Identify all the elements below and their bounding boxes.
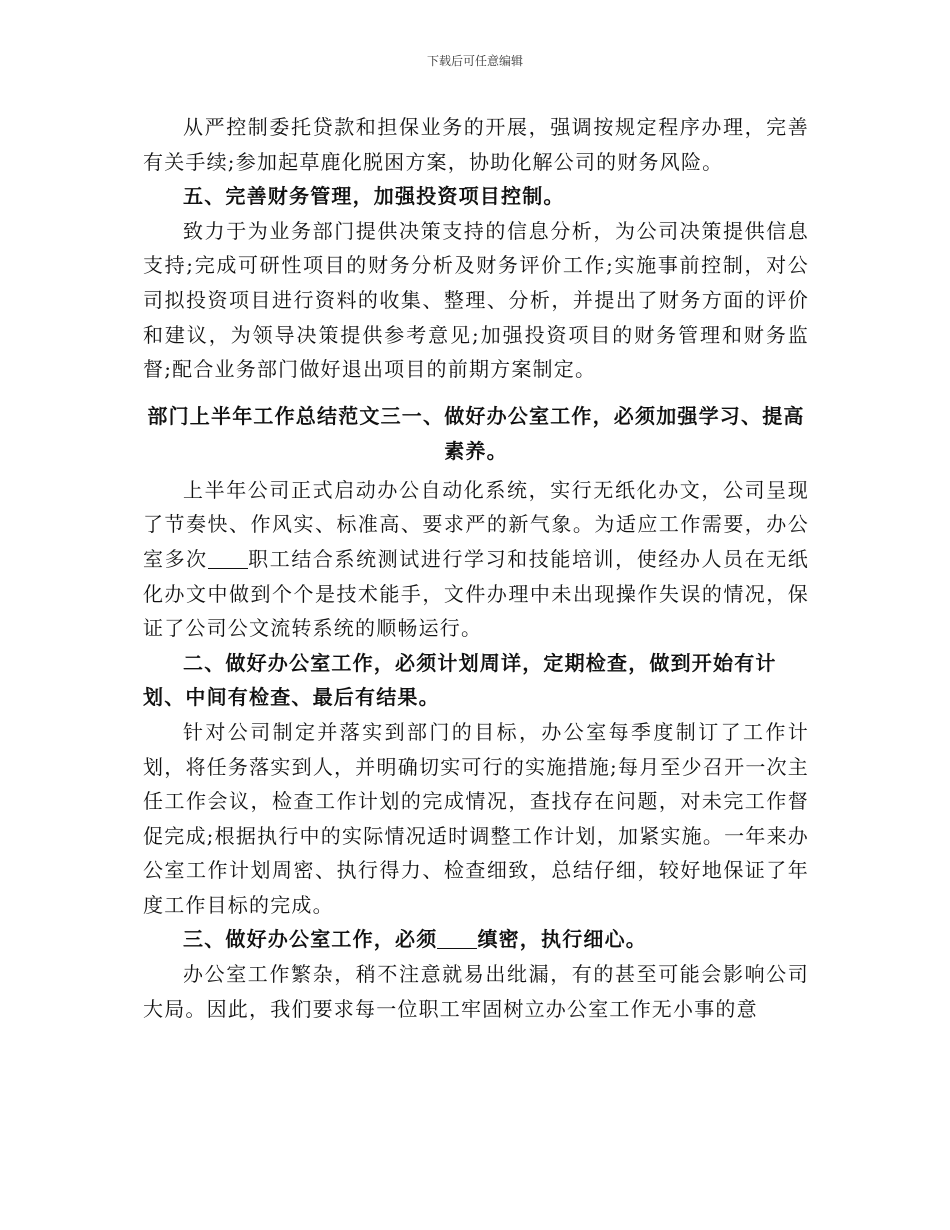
paragraph-office-automation-part2: 职工结合系统测试进行学习和技能培训，使经办人员在无纸化办文中做到个个是技术能手，文件办理中未出现操作失误的情况，保证了公司公文流转系统的顺畅运行。 bbox=[143, 546, 809, 641]
heading-section-three bbox=[143, 922, 809, 957]
heading-section-two: 二、做好办公室工作，必须计划周详，定期检查，做到开始有计划、中间有检查、最后有结果。 bbox=[143, 650, 777, 710]
paragraph-work-plan: 针对公司制定并落实到部门的目标，办公室每季度制订了工作计划，将任务落实到人，并明确切实可行的实施措施;每月至少召开一次主任工作会议，检查工作计划的完成情况，查找存在问题，对未完工作督促完成;根据执行中的实际情况适时调整工作计划，加紧实施。一年来办公室工作计划周密、执行得力、检查细致，总结仔细，较好地保证了年度工作目标的完成。 bbox=[143, 719, 809, 917]
document-title: 部门上半年工作总结范文三一、做好办公室工作，必须加强学习、提高素养。 bbox=[147, 403, 805, 463]
paragraph-office-automation bbox=[143, 473, 809, 646]
heading-section-three-part1: 三、做好办公室工作，必须 bbox=[183, 927, 438, 952]
heading-section-five: 五、完善财务管理，加强投资项目控制。 bbox=[183, 184, 565, 209]
paragraph-office-details: 办公室工作繁杂，稍不注意就易出纰漏，有的甚至可能会影响公司大局。因此，我们要求每一位职工牢固树立办公室工作无小事的意 bbox=[143, 962, 809, 1021]
document-body bbox=[143, 110, 809, 1026]
paragraph-decision-support: 致力于为业务部门提供决策支持的信息分析，为公司决策提供信息支持;完成可研性项目的财务分析及财务评价工作;实施事前控制，对公司拟投资项目进行资料的收集、整理、分析，并提出了财务方面的评价和建议，为领导决策提供参考意见;加强投资项目的财务管理和财务监督;配合业务部门做好退出项目的前期方案制定。 bbox=[143, 218, 809, 382]
heading-section-three-part2: 缜密，执行细心。 bbox=[477, 927, 648, 952]
paragraph-office-automation-part1: 上半年公司正式启动办公自动化系统，实行无纸化办文，公司呈现了节奏快、作风实、标准高、要求严的新气象。为适应工作需要，办公室多次 bbox=[143, 477, 809, 571]
blank-underline bbox=[208, 548, 248, 569]
blank-underline bbox=[437, 928, 477, 949]
paragraph-loan-control: 从严控制委托贷款和担保业务的开展，强调按规定程序办理，完善有关手续;参加起草鹿化脱困方案，协助化解公司的财务风险。 bbox=[143, 115, 809, 174]
page-header: 下载后可任意编辑 bbox=[426, 54, 523, 68]
